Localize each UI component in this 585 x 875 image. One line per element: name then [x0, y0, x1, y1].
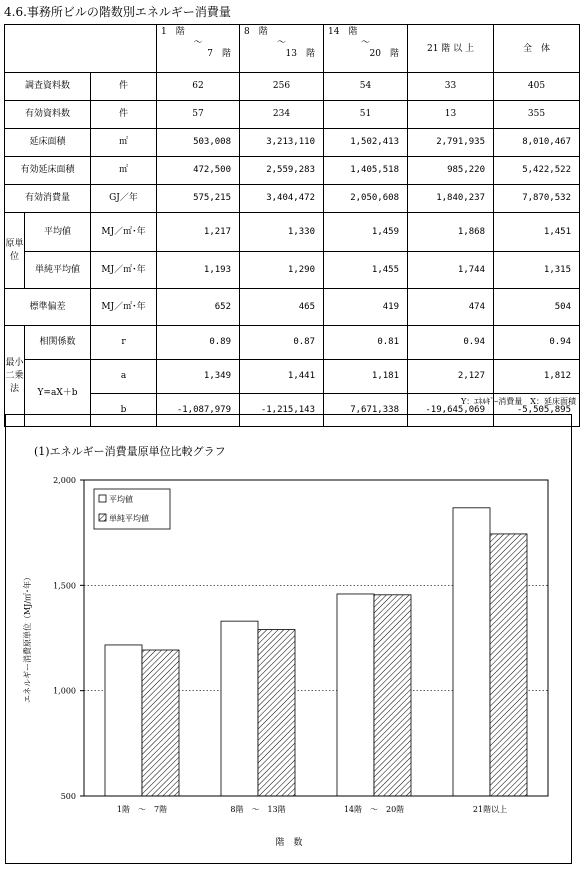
table-cell: -1,215,143: [240, 394, 324, 427]
chart-title: (1)エネルギー消費量原単位比較グラフ: [34, 445, 226, 458]
bar-average: [105, 645, 142, 796]
col-header-8-13: 8 階 ～ 13 階: [240, 25, 324, 73]
row-unit: r: [91, 326, 157, 360]
table-cell: 1,455: [324, 252, 408, 289]
table-cell: 51: [324, 101, 408, 129]
table-cell: 474: [408, 289, 494, 326]
table-cell: 0.94: [408, 326, 494, 360]
y-tick-label: 1,500: [53, 581, 76, 591]
table-cell: 256: [240, 73, 324, 101]
table-cell: 355: [494, 101, 580, 129]
bar-simple-average: [258, 630, 295, 796]
row-unit: GJ／年: [91, 185, 157, 213]
row-unit: a: [91, 360, 157, 394]
y-axis-label: エネルギー消費原単位（MJ/㎡･年）: [23, 572, 32, 704]
table-cell: 2,127: [408, 360, 494, 394]
table-cell: -19,645,069: [408, 394, 494, 427]
chart-frame: [5, 414, 572, 864]
table-cell: 7,870,532: [494, 185, 580, 213]
table-row: [5, 360, 580, 394]
table-cell: 1,868: [408, 213, 494, 252]
table-cell: 504: [494, 289, 580, 326]
table-cell: -5,505,895: [494, 394, 580, 427]
row-unit: MJ／㎡･年: [91, 213, 157, 252]
table-cell: 1,451: [494, 213, 580, 252]
col-header-total: 全 体: [494, 25, 580, 73]
table-cell: 472,500: [157, 157, 240, 185]
table-cell: 465: [240, 289, 324, 326]
y-tick-label: 500: [60, 792, 76, 801]
table-cell: 1,502,413: [324, 129, 408, 157]
row-label: 延床面積: [5, 129, 91, 157]
table-row: [5, 185, 580, 213]
table-row: [5, 252, 580, 289]
table-cell: 1,349: [157, 360, 240, 394]
bar-simple-average: [374, 595, 411, 796]
row-unit: 件: [91, 101, 157, 129]
table-cell: 13: [408, 101, 494, 129]
x-tick-label: 1階 ～ 7階: [116, 805, 168, 814]
equation-label: Y=aX＋b: [25, 360, 91, 427]
row-unit: ㎡: [91, 129, 157, 157]
table-cell: 2,791,935: [408, 129, 494, 157]
table-cell: 1,405,518: [324, 157, 408, 185]
table-cell: 1,744: [408, 252, 494, 289]
table-row: [5, 129, 580, 157]
row-label: 平均値: [25, 213, 91, 252]
energy-table: [4, 24, 580, 427]
row-label: 標準偏差: [5, 289, 91, 326]
table-row: [5, 101, 580, 129]
table-cell: 1,441: [240, 360, 324, 394]
row-label: 単純平均値: [25, 252, 91, 289]
table-cell: 1,193: [157, 252, 240, 289]
table-cell: 0.87: [240, 326, 324, 360]
group-label-least-squares: 最小二乗法: [5, 326, 25, 427]
bar-chart: [6, 415, 571, 863]
table-cell: 1,181: [324, 360, 408, 394]
table-cell: 1,459: [324, 213, 408, 252]
table-note: Y：ｴﾈﾙｷﾞｰ消費量 X：延床面積: [461, 397, 576, 406]
table-cell: 33: [408, 73, 494, 101]
row-unit: 件: [91, 73, 157, 101]
header-row: [5, 25, 580, 73]
legend: [94, 489, 170, 529]
x-tick-label: 21階以上: [472, 805, 508, 814]
row-unit: MJ／㎡･年: [91, 289, 157, 326]
table-cell: 54: [324, 73, 408, 101]
table-cell: 503,008: [157, 129, 240, 157]
row-label: 相関係数: [25, 326, 91, 360]
table-cell: 8,010,467: [494, 129, 580, 157]
bar-average: [453, 508, 490, 796]
row-label: 有効延床面積: [5, 157, 91, 185]
table-cell: 1,840,237: [408, 185, 494, 213]
group-label-unit-value: 原単位: [5, 213, 25, 289]
table-row: [5, 157, 580, 185]
x-axis-label: 階 数: [275, 838, 303, 848]
header-blank-cell: [5, 25, 157, 73]
table-row: [5, 213, 580, 252]
col-header-14-20: 14 階 ～ 20 階: [324, 25, 408, 73]
table-cell: 1,290: [240, 252, 324, 289]
legend-label-simple-average: 単純平均値: [109, 514, 149, 523]
row-label: 有効消費量: [5, 185, 91, 213]
table-cell: 1,217: [157, 213, 240, 252]
bar-simple-average: [490, 534, 527, 796]
row-unit: b: [91, 394, 157, 427]
row-label: 調査資料数: [5, 73, 91, 101]
bar-simple-average: [142, 650, 179, 796]
table-cell: 62: [157, 73, 240, 101]
page-title: 4.6.事務所ビルの階数別エネルギー消費量: [4, 5, 231, 19]
table-cell: 1,315: [494, 252, 580, 289]
table-cell: 985,220: [408, 157, 494, 185]
legend-swatch-simple-average: [99, 514, 106, 521]
table-cell: 5,422,522: [494, 157, 580, 185]
col-header-21-plus: 21 階 以 上: [408, 25, 494, 73]
table-cell: 1,330: [240, 213, 324, 252]
col-header-1-7: 1 階 ～ 7 階: [157, 25, 240, 73]
table-row: [5, 289, 580, 326]
y-tick-label: 1,000: [53, 686, 76, 696]
legend-swatch-average: [99, 495, 106, 502]
table-cell: 234: [240, 101, 324, 129]
y-tick-label: 2,000: [53, 476, 76, 485]
table-cell: 7,671,338: [324, 394, 408, 427]
legend-label-average: 平均値: [109, 495, 133, 504]
row-unit: ㎡: [91, 157, 157, 185]
x-tick-label: 8階 ～ 13階: [230, 805, 286, 814]
table-row: [5, 326, 580, 360]
table-cell: 1,812: [494, 360, 580, 394]
x-tick-label: 14階 ～ 20階: [343, 805, 405, 814]
row-unit: MJ／㎡･年: [91, 252, 157, 289]
table-cell: 57: [157, 101, 240, 129]
table-cell: 419: [324, 289, 408, 326]
table-cell: 2,050,608: [324, 185, 408, 213]
bar-average: [221, 621, 258, 796]
table-cell: 575,215: [157, 185, 240, 213]
table-cell: 405: [494, 73, 580, 101]
table-cell: 0.81: [324, 326, 408, 360]
table-cell: 3,404,472: [240, 185, 324, 213]
table-cell: 0.94: [494, 326, 580, 360]
row-label: 有効資料数: [5, 101, 91, 129]
table-cell: 3,213,110: [240, 129, 324, 157]
table-cell: 0.89: [157, 326, 240, 360]
table-cell: 652: [157, 289, 240, 326]
table-row: [5, 73, 580, 101]
table-cell: 2,559,283: [240, 157, 324, 185]
bar-average: [337, 594, 374, 796]
table-cell: -1,087,979: [157, 394, 240, 427]
